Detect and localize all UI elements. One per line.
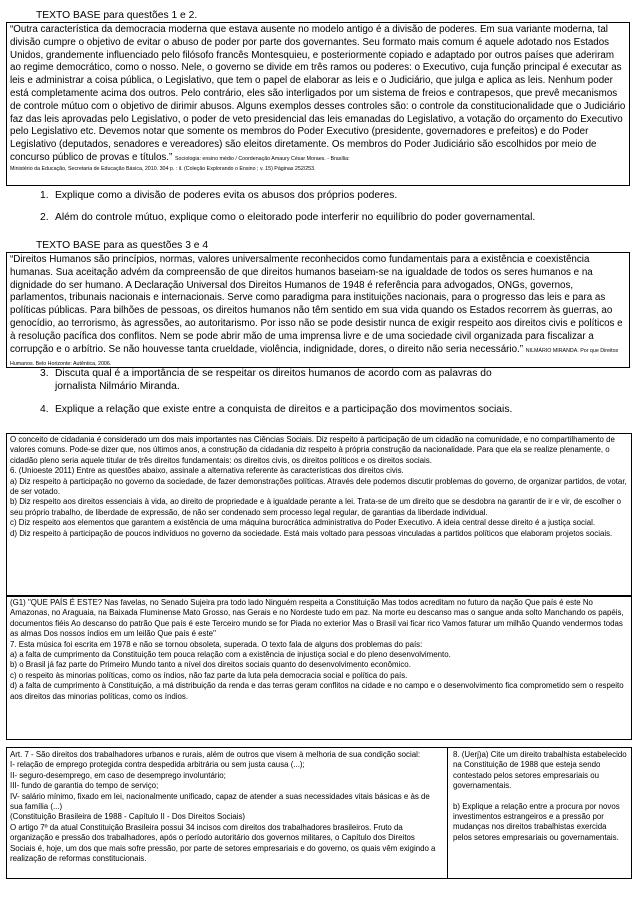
question-8-part-a: 8. (Uerj)a) Cite um direito trabalhista estabelecido na Constituição de 1988 que esteja sendo contestado pelos setores empresariais ou governamentais.: [453, 750, 627, 791]
text-base-2-box: [6, 252, 630, 368]
art7-item-3: III- fundo de garantia do tempo de serviço;: [10, 781, 159, 791]
text-base-2-heading: TEXTO BASE para as questões 3 e 4: [36, 240, 209, 251]
question-2-number: 2.: [40, 212, 49, 223]
text-base-1-source: Ministério da Educação, Secretaria de Educação Básica, 2010. 304 p. : il. (Coleção Explorando o Ensino ; v. 15) Páginas 252/253.: [10, 165, 316, 172]
question-1-text: Explique como a divisão de poderes evita os abusos dos próprios poderes.: [55, 190, 398, 201]
art7-item-1: I- relação de emprego protegida contra despedida arbitrária ou sem justa causa (...);: [10, 760, 305, 770]
question-2-text: Além do controle mútuo, explique como o eleitorado pode interferir no equilíbrio do poder governamental.: [55, 212, 536, 223]
question-1-number: 1.: [40, 190, 49, 201]
art7-item-2: II- seguro-desemprego, em caso de desemprego involuntário;: [10, 770, 226, 780]
art7-item-4: IV- salário mínimo, fixado em lei, nacionalmente unificado, capaz de atender a suas necessidades vitais básicas e às de sua família (...): [10, 791, 430, 812]
question-8: [453, 750, 627, 843]
question-7-option-b: b) o Brasil já faz parte do Primeiro Mundo tanto a nível dos direitos sociais quanto do desenvolvimento econômico.: [10, 660, 411, 670]
question-6-option-d: d) Diz respeito à participação de poucos indivíduos no governo da sociedade. Está mais voltado para pessoas vinculadas a partidos políticos que elaboram projetos sociais.: [10, 528, 613, 538]
text-base-1-heading: TEXTO BASE para questões 1 e 2.: [36, 10, 198, 21]
question-6-option-b: b) Diz respeito aos direitos essenciais à vida, ao direito de propriedade e à igualdade perante a lei. Trata-se de um direito que se desdobra na garantir de ir e vir, de escolher o seu próprio trabalho, de liberdade de expressão, de não ser condenado sem processo legal regular, de garantias da liberdade individual.: [10, 497, 622, 517]
text-base-2-quote: “Direitos Humanos são princípios, normas, valores universalmente reconhecidos como fundamentais para a existência e coexistência humanas. Sua aceitação advém da compreensão de que direitos humanos baseiam-se na igualdade de todos os seres humanos e na dignidade do ser humano. A Declaração Universal dos Direitos Humanos de 1948 é referência para advogados, ONGs, governos, parlamentos, tribunais nacionais e internacionais. Serve como paradigma para instituições nacionais, para o progresso das leis e para as políticas públicas. Para bilhões de pessoas, os direitos humanos não têm sentido em sua vida quando os Estados recorrem às guerras, ao genocídio, ao terrorismo, às agressões, ao autoritarismo. Por isso não se pode desistir nunca de exigir respeito aos direitos civis e políticos e à resolução pacífica dos conflitos. Nem se pode abrir mão de uma imprensa livre e de uma sociedade civil organizada para fiscalizar a corrupção e o arbítrio. Se não houvesse tanta crueldade, violência, indignidade, dores, o direito não seria necessário.”: [10, 254, 623, 355]
question-6-statement: 6. (Unioeste 2011) Entre as questões abaixo, assinale a alternativa referente às características dos direitos civis.: [10, 466, 404, 476]
art7-commentary: O artigo 7º da atual Constituição Brasileira possui 34 incisos com direitos dos trabalhadores brasileiros. Fruto da organização e pressão dos trabalhadores, após o período autoritário dos governos militares, o Capítulo dos Direitos Sociais é, hoje, um dos que mais sofre pressão, por parte de setores empresariais e do governo, os quais vêm exigindo a realização de reformas constitucionais.: [10, 822, 436, 864]
question-8-part-b: b) Explique a relação entre a procura por novos investimentos estrangeiros e a pressão por mudanças nos direitos trabalhistas exercida pelos setores empresariais ou governamentais.: [453, 801, 620, 842]
question-4-number: 4.: [40, 404, 49, 415]
song-lyrics: (G1) "QUE PAÍS É ESTE? Nas favelas, no Senado Sujeira pra todo lado Ninguém respeita a Constituição Mas todos acreditam no futuro da nação Que país é este No Amazonas, no Araguaia, na Baixada Fluminense Mato Grosso, nas Gerais e no Nordeste tudo em paz. Na morte eu descanso mas o sangue anda solto Manchando os papéis, documentos fiéis Ao descanso do patrão Que país é este Terceiro mundo se for Piada no exterior Mas o Brasil vai ficar rico Vamos faturar um milhão Quando vendermos todas as almas Dos nossos índios em um leilão Que país é este": [10, 598, 624, 639]
question-6-option-a: a) Diz respeito à participação no governo da sociedade, de fazer demonstrações políticas. Através dele podemos discutir problemas do governo, de organizar partidos, de votar, de ser votado.: [10, 476, 627, 497]
art7-source: (Constituição Brasileira de 1988 - Capítulo II - Dos Direitos Sociais): [10, 812, 246, 822]
question-1: [40, 190, 600, 203]
question-4-text: Explique a relação que existe entre a conquista de direitos e a participação dos movimentos sociais.: [55, 404, 513, 415]
art7-section: [6, 747, 632, 879]
column-divider: [447, 748, 448, 878]
text-base-2-body: [10, 254, 626, 371]
song-box: [6, 596, 632, 740]
text-base-1-body: [10, 24, 626, 166]
art7-text: [10, 750, 440, 864]
question-7-option-d: d) a falta de cumprimento à Constituição, a má distribuição da renda e das terras geram conflitos na cidade e no campo e o desenvolvimento fica comprometido sem o respeito aos direitos das minorias políticas, como os índios.: [10, 681, 624, 701]
question-3-text: Discuta qual é a importância de se respeitar os direitos humanos de acordo com as palavras do jornalista Nilmário Miranda.: [55, 368, 492, 392]
text-base-2-source-inline: NILMÁRIO MIRANDA. Por que Direitos Humanos. Belo Horizonte: Autêntica, 2006.: [10, 347, 619, 368]
question-7-option-a: a) a falta de cumprimento da Constituição tem pouca relação com a existência de injustiça social e do pleno desenvolvimento.: [10, 650, 451, 660]
citizenship-intro: O conceito de cidadania é considerado um dos mais importantes nas Ciências Sociais. Diz respeito à participação de um cidadão na comunidade, e no compartilhamento de valores comuns. Pode-se dizer que, nos últimos anos, a construção da cidadania diz respeito à própria construção da nacionalidade. Para que ela se realize plenamente, o cidadão pleno seria aquele titular de três direitos fundamentais: os direitos civis, os direitos políticos e os direitos sociais.: [10, 435, 615, 465]
text-base-1-source-inline: Sociologia: ensino médio / Coordenação Amaury César Moraes. - Brasília:: [175, 155, 350, 162]
question-7-option-c: c) o respeito às minorias políticas, como os índios, não faz parte da luta pela democracia social e política do país.: [10, 670, 408, 680]
question-3: [40, 368, 520, 393]
citizenship-box: [6, 433, 632, 596]
question-3-number: 3.: [40, 368, 49, 379]
text-base-1-quote: “Outra característica da democracia moderna que estava ausente no modelo antigo é a divisão de poderes. Em sua variante moderna, tal divisão cumpre o objetivo de evitar o abuso de poder por parte dos governantes. Seu formato mais comum é aquele adotado nos Estados Unidos, grandemente influenciado pelo filósofo francês Montesquieu, e posteriormente copiado e adaptado por outros países que aderiram ao regime democrático, como o nosso. Nele, o governo se divide em três ramos ou poderes: o Executivo, cuja função principal é executar as leis e administrar a coisa pública, o Legislativo, que tem o papel de elaborar as leis e o Judiciário, que julga e aplica as leis. Nenhum poder está completamente acima dos outros. Pelo contrário, eles são interligados por um sistema de freios e contrapesos, que prevê mecanismos de controle mútuo com o objetivo de dirimir abusos. Alguns exemplos desses controles são: o controle da constitucionalidade que o Judiciário faz das leis aprovadas pelo Legislativo, o poder de veto presidencial das leis emanadas do Legislativo, a votação do orçamento do Executivo pelo Legislativo etc. Devemos notar que somente os membros do Poder Executivo (presidente, governadores e prefeitos) e do Poder Legislativo (deputados, senadores e vereadores) são eleitos diretamente. Os membros do Poder Judiciário são escolhidos por meio de concurso público de provas e títulos.”: [10, 24, 626, 163]
question-7-statement: 7. Esta música foi escrita em 1978 e não se tornou obsoleta, superada. O texto fala de alguns dos problemas do país:: [10, 639, 423, 649]
question-4: [40, 404, 620, 417]
question-6-option-c: c) Diz respeito aos elementos que garantem a existência de uma máquina burocrática administrativa do Poder Executivo. A ideia central desse direito é a justiça social.: [10, 518, 596, 528]
text-base-1-box: [6, 22, 630, 186]
art7-caput: Art. 7 - São direitos dos trabalhadores urbanos e rurais, além de outros que visem à melhoria de sua condição social:: [10, 750, 421, 759]
question-2: [40, 212, 620, 225]
